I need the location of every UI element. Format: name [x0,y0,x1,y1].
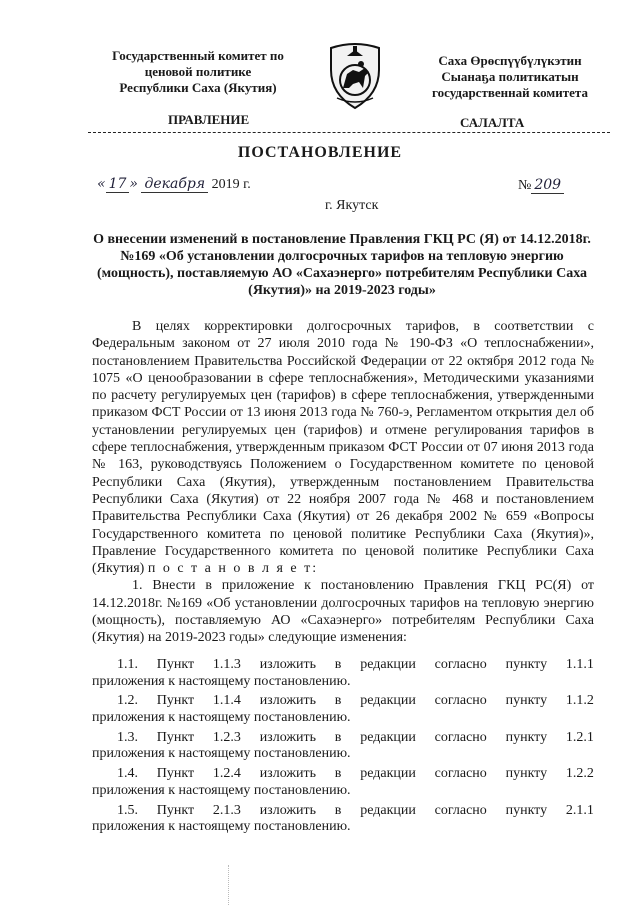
item-target: 2.1.1 [565,802,594,818]
date-quote-open: « [97,176,106,192]
item-ref: пункту [505,657,548,672]
item-prep: в [334,693,342,709]
item-rest: приложения к настоящему постановлению. [92,782,351,798]
board-label-sah: САЛАЛТА [460,115,525,130]
item-rest: приложения к настоящему постановлению. [92,746,351,762]
item-prep: в [334,729,342,745]
header-right-line: Сыанаҕа политикатын [441,69,579,84]
board-label-ru: ПРАВЛЕНИЕ [168,112,250,127]
resolves-text: п о с т а н о в л я е т: [147,561,319,577]
item-prep: в [334,802,342,818]
list-item [92,766,594,799]
header-left-line: Республики Саха (Якутия) [119,80,277,95]
document-city: г. Якутск [325,198,379,213]
list-item [92,693,594,726]
item-clause: 1.1.4 [212,693,241,709]
item-clause: 2.1.3 [212,802,241,818]
document-title: ПОСТАНОВЛЕНИЕ [237,144,403,161]
item-clause: 1.2.3 [212,729,241,745]
item-ref: пункту [505,729,548,745]
item-number: 1.2. [117,693,138,709]
item-word: Пункт [156,729,195,745]
item-per: согласно [434,693,487,709]
item-per: согласно [434,729,487,745]
item-target: 1.2.1 [565,729,594,745]
header-right-line: государственнай комитета [432,85,588,100]
item-word: Пункт [156,657,195,672]
item-clause: 1.2.4 [212,766,241,782]
amendment-list [92,657,594,839]
number-prefix: № [518,178,532,193]
date-month: декабря [141,176,208,193]
date-year: 2019 г. [211,177,251,192]
item-rest: приложения к настоящему постановлению. [92,819,351,835]
item-ref: пункту [505,766,548,782]
item-editorial: редакции [360,657,416,672]
date-quote-close: » [129,176,138,192]
item-target: 1.1.1 [565,657,594,672]
item-number: 1.4. [117,766,138,782]
header-right-line: Саха Өрөспүүбүлүкэтин [438,53,582,68]
header-left-block [88,48,308,96]
header-divider [88,132,610,133]
item-word: Пункт [156,766,195,782]
header-right-block [410,53,610,101]
item-number: 1.5. [117,802,138,818]
item-ref: пункту [505,802,548,818]
item-rest: приложения к настоящему постановлению. [92,673,351,689]
item-editorial: редакции [360,802,416,818]
item-clause: 1.1.3 [212,657,241,672]
item-action: изложить [259,766,317,782]
item-per: согласно [434,657,487,672]
item-action: изложить [259,802,317,818]
item-word: Пункт [156,802,195,818]
page-fold-mark [228,865,229,905]
item-target: 1.1.2 [565,693,594,709]
date-day: 17 [106,176,130,193]
item-prep: в [334,766,342,782]
header-left-line: ценовой политике [144,64,252,79]
item-action: изложить [259,729,317,745]
list-item [92,803,594,836]
item-number: 1.1. [117,657,138,672]
list-item [92,657,594,690]
item-editorial: редакции [360,766,416,782]
item-per: согласно [434,766,487,782]
item-ref: пункту [505,693,548,709]
item-per: согласно [434,802,487,818]
item-target: 1.2.2 [565,766,594,782]
list-item [92,730,594,763]
sakha-coat-of-arms-icon [323,42,387,112]
header-left-line: Государственный комитет по [112,48,284,63]
item-action: изложить [259,693,317,709]
point-1-paragraph: 1. Внести в приложение к постановлению Правления ГКЦ РС(Я) от 14.12.2018г. №169 «Об установлении долгосрочных тарифов на тепловую энергию (мощность), поставляемую АО «Сахаэнерго» потребителям Республики Саха (Якутия) на 2019-2023 годы» следующие изменения: [92,578,594,646]
item-rest: приложения к настоящему постановлению. [92,709,351,725]
item-editorial: редакции [360,729,416,745]
item-prep: в [334,657,342,672]
document-subject: О внесении изменений в постановление Правления ГКЦ РС (Я) от 14.12.2018г. №169 «Об установлении долгосрочных тарифов на тепловую энергию (мощность), поставляемую АО «Сахаэнерго» потребителям Республики Саха (Якутия)» на 2019-2023 годы» [93,232,591,298]
item-word: Пункт [156,693,195,709]
item-action: изложить [259,657,317,672]
preamble-paragraph [92,318,594,577]
item-number: 1.3. [117,729,138,745]
number-value: 209 [531,177,564,194]
preamble-text: В целях корректировки долгосрочных тарифов, в соответствии с Федеральным законом от 27 июля 2010 года № 190-ФЗ «О теплоснабжении», постановлением Правительства Российской Федерации от 22 октября 2012 года № 1075 «О ценообразовании в сфере теплоснабжения», Методическими указаниями по расчету регулируемых цен (тарифов) в сфере теплоснабжения, утвержденными приказом ФСТ России от 13 июня 2013 года № 760-э, Регламентом открытия дел об установлении регулируемых цен (тарифов) и отмене регулирования тарифов в сфере теплоснабжения, утвержденным приказом ФСТ России от 07 июня 2013 года № 163, руководствуясь Положением о Государственном комитете по ценовой Республики Саха (Якутия), утвержденным постановлением Правительства Республики Саха (Якутия) от 22 ноября 2007 года № 468 и постановлением Правительства Республики Саха (Якутия) от 26 декабря 2002 № 659 «Вопросы Государственного комитета по ценовой политике Республики Саха (Якутия)», Правление Государственного комитета по ценовой политике Республики Саха (Якутия) [92,319,594,577]
document-date [97,176,251,193]
document-number [518,177,564,194]
document-body [92,318,594,647]
item-editorial: редакции [360,693,416,709]
